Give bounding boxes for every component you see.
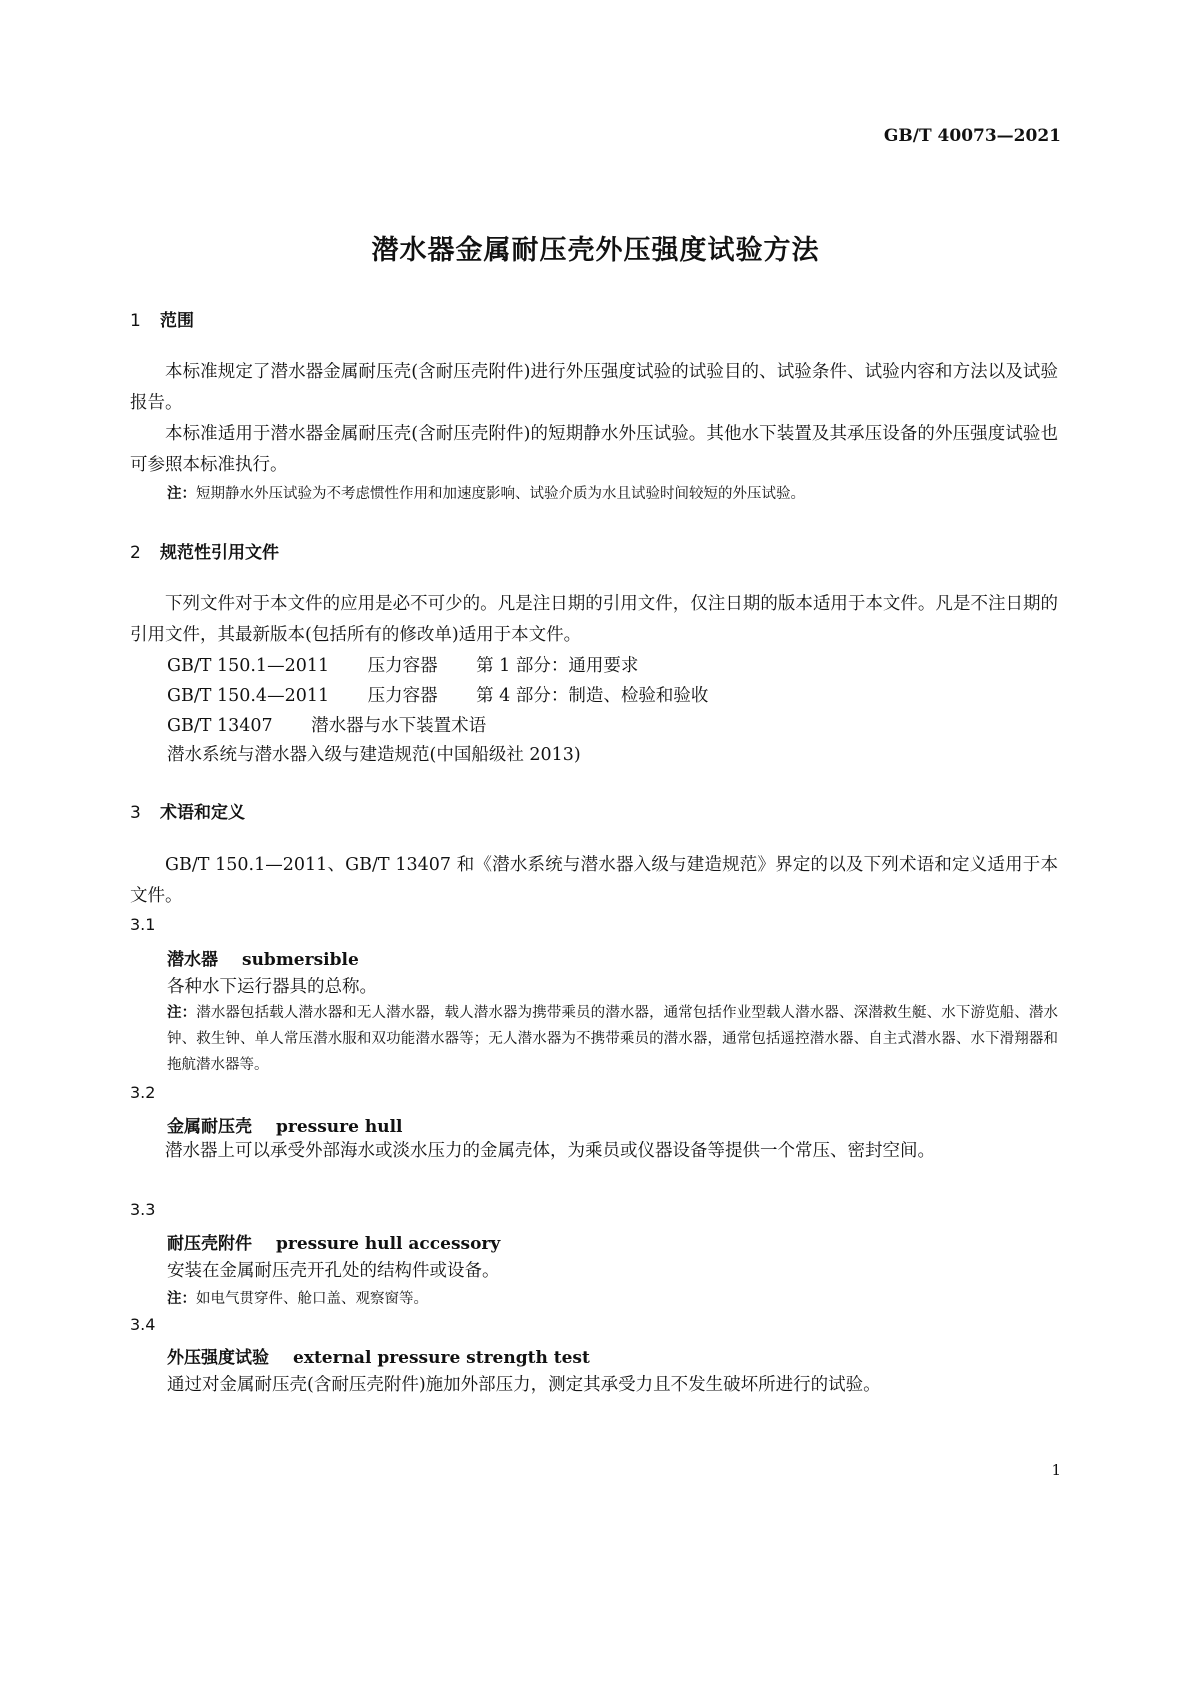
reference-name: 压力容器	[367, 656, 438, 676]
section-number: 1	[130, 311, 141, 331]
standard-code: GB/T 40073—2021	[883, 126, 1061, 146]
term-definition: 通过对金属耐压壳(含耐压壳附件)施加外部压力，测定其承受力且不发生破坏所进行的试验。	[167, 1375, 881, 1395]
note-label: 注：	[167, 1291, 196, 1307]
clause-number: 3.4	[130, 1315, 156, 1334]
clause-number: 3.1	[130, 915, 156, 934]
term-zh: 耐压壳附件	[167, 1234, 252, 1254]
term-note	[167, 1000, 1058, 1078]
reference-code: GB/T 150.1—2011	[167, 656, 330, 676]
note-text: 潜水器包括载人潜水器和无人潜水器，载人潜水器为携带乘员的潜水器，通常包括作业型载人潜水器、深潜救生艇、水下游览船、潜水钟、救生钟、单人常压潜水服和双功能潜水器等；无人潜水器为不携带乘员的潜水器，通常包括遥控潜水器、自主式潜水器、水下滑翔器和拖航潜水器等。	[167, 1005, 1058, 1073]
note-text: 如电气贯穿件、舱口盖、观察窗等。	[196, 1291, 428, 1307]
section-1-paragraph-1: 本标准规定了潜水器金属耐压壳(含耐压壳附件)进行外压强度试验的试验目的、试验条件、试验内容和方法以及试验报告。	[130, 362, 1058, 413]
term-title	[167, 1112, 403, 1137]
term-en: submersible	[242, 950, 359, 970]
term-zh: 外压强度试验	[167, 1348, 269, 1368]
reference-code: GB/T 150.4—2011	[167, 686, 330, 706]
reference-code: GB/T 13407	[167, 716, 273, 736]
term-definition: 各种水下运行器具的总称。	[167, 977, 377, 997]
reference-item	[167, 682, 708, 707]
section-number: 2	[130, 543, 141, 563]
term-en: pressure hull	[276, 1117, 403, 1137]
document-title: 潜水器金属耐压壳外压强度试验方法	[371, 235, 820, 266]
section-1-note	[167, 482, 805, 503]
section-1-paragraph-2: 本标准适用于潜水器金属耐压壳(含耐压壳附件)的短期静水外压试验。其他水下装置及其承压设备的外压强度试验也可参照本标准执行。	[130, 424, 1058, 475]
note-text: 短期静水外压试验为不考虑惯性作用和加速度影响、试验介质为水且试验时间较短的外压试验。	[196, 486, 805, 502]
reference-item-extra: 潜水系统与潜水器入级与建造规范(中国船级社 2013)	[167, 745, 581, 765]
section-title: 范围	[160, 311, 194, 331]
reference-name: 潜水器与水下装置术语	[311, 716, 487, 736]
page-number: 1	[1051, 1461, 1061, 1479]
note-label: 注：	[167, 1005, 197, 1021]
term-en: external pressure strength test	[293, 1348, 590, 1368]
section-title: 规范性引用文件	[160, 543, 279, 563]
term-title	[167, 945, 359, 970]
clause-number: 3.2	[130, 1083, 156, 1102]
section-number: 3	[130, 803, 141, 823]
reference-item	[167, 652, 638, 677]
section-2-paragraph-1: 下列文件对于本文件的应用是必不可少的。凡是注日期的引用文件，仅注日期的版本适用于本文件。凡是不注日期的引用文件，其最新版本(包括所有的修改单)适用于本文件。	[130, 594, 1058, 645]
note-label: 注：	[167, 486, 196, 502]
term-title	[167, 1229, 500, 1254]
term-title	[167, 1343, 590, 1368]
term-definition: 安装在金属耐压壳开孔处的结构件或设备。	[167, 1261, 500, 1281]
term-note	[167, 1287, 428, 1308]
term-zh: 金属耐压壳	[167, 1117, 252, 1137]
section-2-heading	[130, 538, 279, 563]
clause-number: 3.3	[130, 1200, 156, 1219]
term-definition: 潜水器上可以承受外部海水或淡水压力的金属壳体，为乘员或仪器设备等提供一个常压、密封空间。	[165, 1141, 935, 1161]
reference-name: 压力容器	[367, 686, 438, 706]
reference-part: 第 1 部分：通用要求	[476, 656, 639, 676]
section-3-paragraph-1: GB/T 150.1—2011、GB/T 13407 和《潜水系统与潜水器入级与建造规范》界定的以及下列术语和定义适用于本文件。	[130, 855, 1058, 906]
term-en: pressure hull accessory	[276, 1234, 501, 1254]
reference-item	[167, 712, 486, 737]
section-title: 术语和定义	[160, 803, 245, 823]
section-3-heading	[130, 798, 245, 823]
reference-part: 第 4 部分：制造、检验和验收	[476, 686, 709, 706]
term-zh: 潜水器	[167, 950, 218, 970]
section-1-heading	[130, 306, 194, 331]
